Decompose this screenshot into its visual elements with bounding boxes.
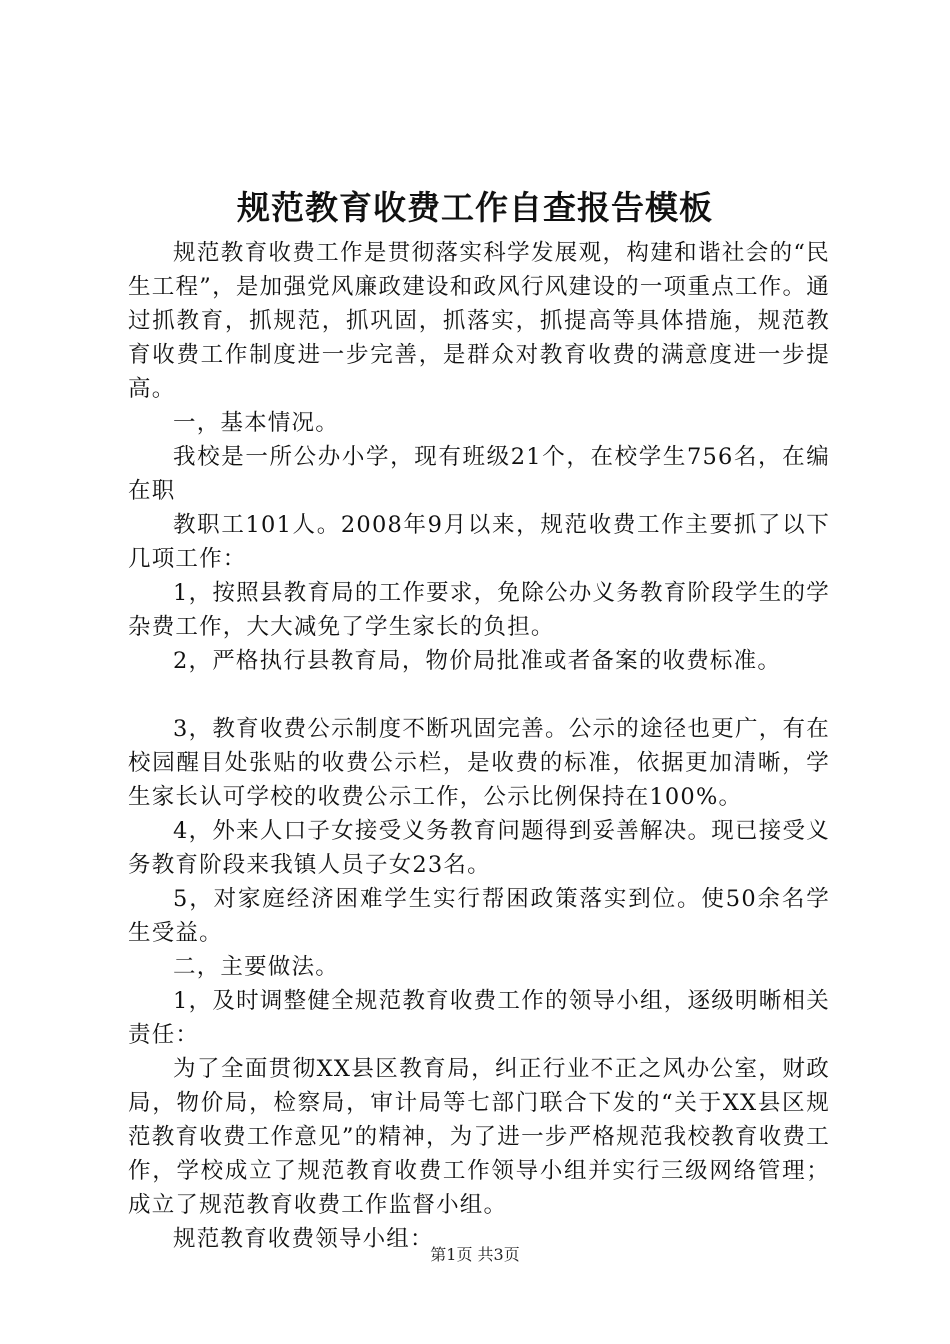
paragraph-staff-overview: 教职工101人。2008年9月以来，规范收费工作主要抓了以下几项工作： [128, 512, 830, 572]
list-item-3: 3，教育收费公示制度不断巩固完善。公示的途径也更广，有在校园醒目处张贴的收费公示栏，是收费的标准，依据更加清晰，学生家长认可学校的收费公示工作，公示比例保持在100%。 [128, 716, 830, 810]
paragraph-intro: 规范教育收费工作是贯彻落实科学发展观，构建和谐社会的“民生工程”，是加强党风廉政建设和政风行风建设的一项重点工作。通过抓教育，抓规范，抓巩固，抓落实，抓提高等具体措施，规范教育收费工作制度进一步完善，是群众对教育收费的满意度进一步提高。 [128, 240, 830, 402]
paragraph-leadership-group: 为了全面贯彻XX县区教育局，纠正行业不正之风办公室，财政局，物价局，检察局，审计局等七部门联合下发的“关于XX县区规范教育收费工作意见”的精神，为了进一步严格规范我校教育收费工作，学校成立了规范教育收费工作领导小组并实行三级网络管理；成立了规范教育收费工作监督小组。 [128, 1056, 830, 1218]
section-heading-basic-situation: 一，基本情况。 [173, 410, 339, 436]
document-title: 规范教育收费工作自查报告模板 [237, 188, 713, 227]
section-heading-main-practices: 二，主要做法。 [173, 954, 339, 980]
list-item-5: 5，对家庭经济困难学生实行帮困政策落实到位。使50余名学生受益。 [128, 886, 830, 946]
practice-item-1: 1，及时调整健全规范教育收费工作的领导小组，逐级明晰相关责任： [128, 988, 830, 1048]
page-footer: 第1页 共3页 [430, 1245, 520, 1264]
paragraph-school-overview: 我校是一所公办小学，现有班级21个，在校学生756名，在编在职 [128, 444, 830, 504]
list-item-4: 4，外来人口子女接受义务教育问题得到妥善解决。现已接受义务教育阶段来我镇人员子女23名。 [128, 818, 830, 878]
paragraph-leadership-heading: 规范教育收费领导小组： [173, 1226, 434, 1252]
list-item-2: 2，严格执行县教育局，物价局批准或者备案的收费标准。 [173, 648, 782, 674]
list-item-1: 1，按照县教育局的工作要求，免除公办义务教育阶段学生的学杂费工作，大大减免了学生家长的负担。 [128, 580, 830, 640]
document-body [128, 236, 830, 1256]
